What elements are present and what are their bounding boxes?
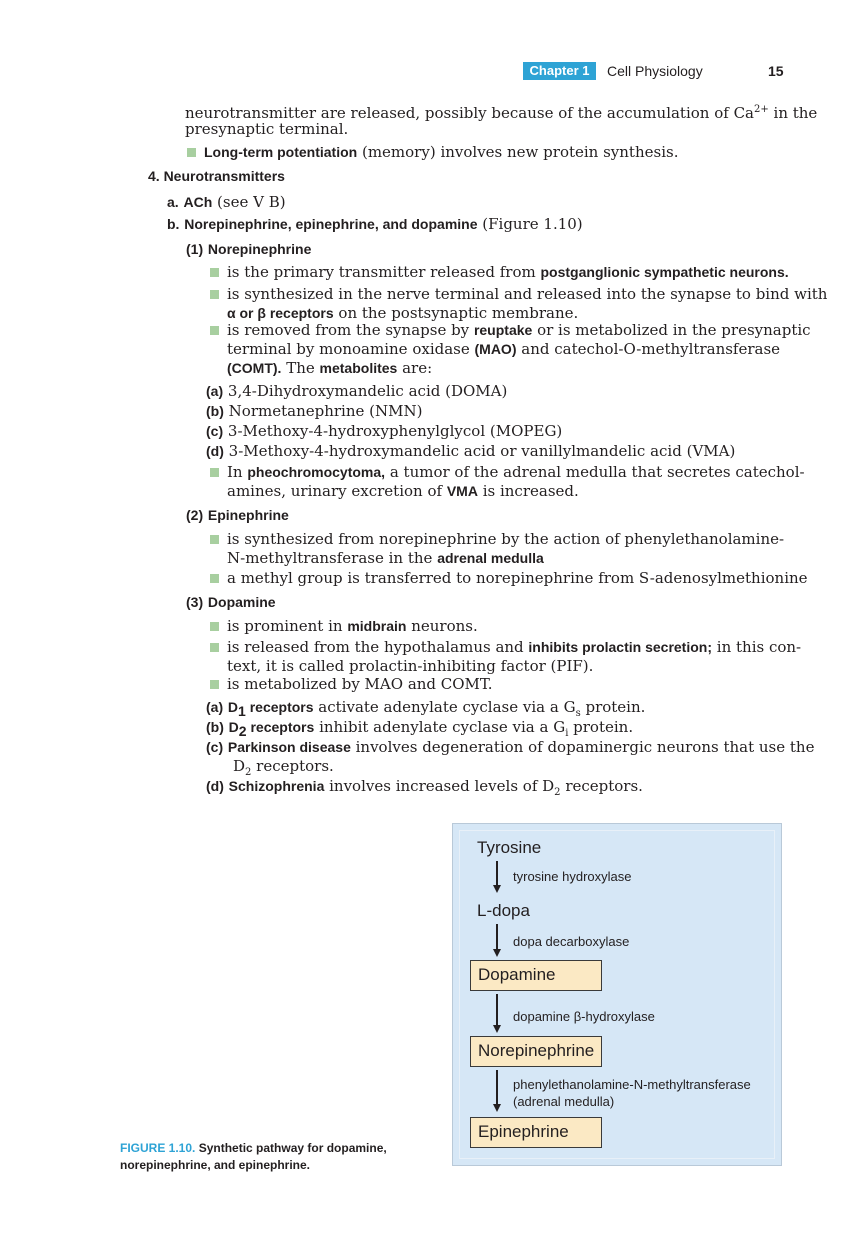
bullet-item: is the primary transmitter released from postganglionic sympathetic neurons. bbox=[227, 263, 789, 281]
bullet-marker bbox=[210, 535, 219, 544]
epinephrine-box: Epinephrine bbox=[470, 1117, 602, 1148]
bullet-item: is synthesized from norepinephrine by the action of phenylethanolamine- bbox=[227, 530, 785, 548]
arrow-down-icon bbox=[493, 885, 501, 893]
arrow-shaft bbox=[496, 994, 498, 1027]
ldopa-label: L-dopa bbox=[477, 901, 530, 920]
bullet-item-cont: α or β receptors on the postsynaptic membrane. bbox=[227, 304, 579, 322]
enzyme-label: dopa decarboxylase bbox=[513, 934, 630, 949]
pathway-figure bbox=[452, 823, 782, 1166]
bullet-item: Long-term potentiation (memory) involves new protein synthesis. bbox=[204, 143, 679, 161]
norepinephrine-box: Norepinephrine bbox=[470, 1036, 602, 1067]
dopamine-box: Dopamine bbox=[470, 960, 602, 991]
metabolite-item: (b) Normetanephrine (NMN) bbox=[206, 402, 423, 420]
receptor-item-cont: $D_2$ receptors. bbox=[233, 757, 334, 778]
arrow-shaft bbox=[496, 924, 498, 951]
arrow-shaft bbox=[496, 861, 498, 887]
receptor-item: (d) Schizophrenia involves increased levels of $D_2$ receptors. bbox=[206, 777, 643, 798]
arrow-shaft bbox=[496, 1070, 498, 1106]
tyrosine-label: Tyrosine bbox=[477, 838, 542, 857]
bullet-marker bbox=[210, 680, 219, 689]
bullet-item-cont: N-methyltransferase in the adrenal medulla bbox=[227, 549, 544, 567]
bullet-item-cont: terminal by monoamine oxidase (MAO) and catechol-O-methyltransferase bbox=[227, 340, 781, 358]
bullet-item: is synthesized in the nerve terminal and released into the synapse to bind with bbox=[227, 285, 828, 303]
bullet-item-cont: text, it is called prolactin-inhibiting factor (PIF). bbox=[227, 657, 594, 675]
chapter-title: Cell Physiology bbox=[607, 63, 703, 79]
receptor-item: (c) Parkinson disease involves degeneration of dopaminergic neurons that use the bbox=[206, 738, 815, 756]
bullet-item: is released from the hypothalamus and inhibits prolactin secretion; in this con- bbox=[227, 638, 802, 656]
list-item: b. Norepinephrine, epinephrine, and dopamine (Figure 1.10) bbox=[167, 215, 583, 233]
enzyme-label: phenylethanolamine-N-methyltransferase bbox=[513, 1077, 751, 1092]
bullet-marker bbox=[210, 622, 219, 631]
bullet-marker bbox=[210, 326, 219, 335]
bullet-item: In pheochromocytoma, a tumor of the adrenal medulla that secretes catechol- bbox=[227, 463, 805, 481]
paragraph-line: presynaptic terminal. bbox=[185, 120, 349, 138]
enzyme-label: tyrosine hydroxylase bbox=[513, 869, 632, 884]
metabolite-item: (c) 3-Methoxy-4-hydroxyphenylglycol (MOPEG) bbox=[206, 422, 563, 440]
bullet-item: is metabolized by MAO and COMT. bbox=[227, 675, 493, 693]
chapter-badge: Chapter 1 bbox=[523, 62, 596, 80]
bullet-marker bbox=[187, 148, 196, 157]
subsection-heading: (3) Dopamine bbox=[186, 594, 276, 610]
list-item: a. ACh (see V B) bbox=[167, 193, 286, 211]
subsection-heading: (1) Norepinephrine bbox=[186, 241, 312, 257]
metabolite-item: (d) 3-Methoxy-4-hydroxymandelic acid or vanillylmandelic acid (VMA) bbox=[206, 442, 736, 460]
bullet-item-cont: amines, urinary excretion of VMA is increased. bbox=[227, 482, 579, 500]
arrow-down-icon bbox=[493, 1025, 501, 1033]
metabolite-item: (a) 3,4-Dihydroxymandelic acid (DOMA) bbox=[206, 382, 508, 400]
bullet-item: is removed from the synapse by reuptake or is metabolized in the presynaptic bbox=[227, 321, 811, 339]
bullet-marker bbox=[210, 643, 219, 652]
bullet-marker bbox=[210, 468, 219, 477]
arrow-down-icon bbox=[493, 1104, 501, 1112]
figure-caption: FIGURE 1.10. Synthetic pathway for dopamine, norepinephrine, and epinephrine. bbox=[120, 1141, 387, 1172]
bullet-marker bbox=[210, 268, 219, 277]
arrow-down-icon bbox=[493, 949, 501, 957]
subsection-heading: (2) Epinephrine bbox=[186, 507, 289, 523]
bullet-item-cont: (COMT). The metabolites are: bbox=[227, 359, 433, 377]
enzyme-label: dopamine β-hydroxylase bbox=[513, 1009, 655, 1024]
receptor-item: (a) $D_1$ receptors activate adenylate cyclase via a $G_s$ protein. bbox=[206, 698, 646, 719]
enzyme-label: (adrenal medulla) bbox=[513, 1094, 615, 1109]
receptor-item: (b) $D_2$ receptors inhibit adenylate cyclase via a $G_i$ protein. bbox=[206, 718, 634, 739]
bullet-item: a methyl group is transferred to norepinephrine from S-adenosylmethionine bbox=[227, 569, 808, 587]
section-heading: 4. Neurotransmitters bbox=[148, 168, 285, 184]
bullet-item: is prominent in midbrain neurons. bbox=[227, 617, 478, 635]
bullet-marker bbox=[210, 290, 219, 299]
paragraph-line: neurotransmitter are released, possibly because of the accumulation of $Ca^{2+}$ in the bbox=[185, 104, 818, 122]
page-number: 15 bbox=[768, 63, 784, 79]
bullet-marker bbox=[210, 574, 219, 583]
